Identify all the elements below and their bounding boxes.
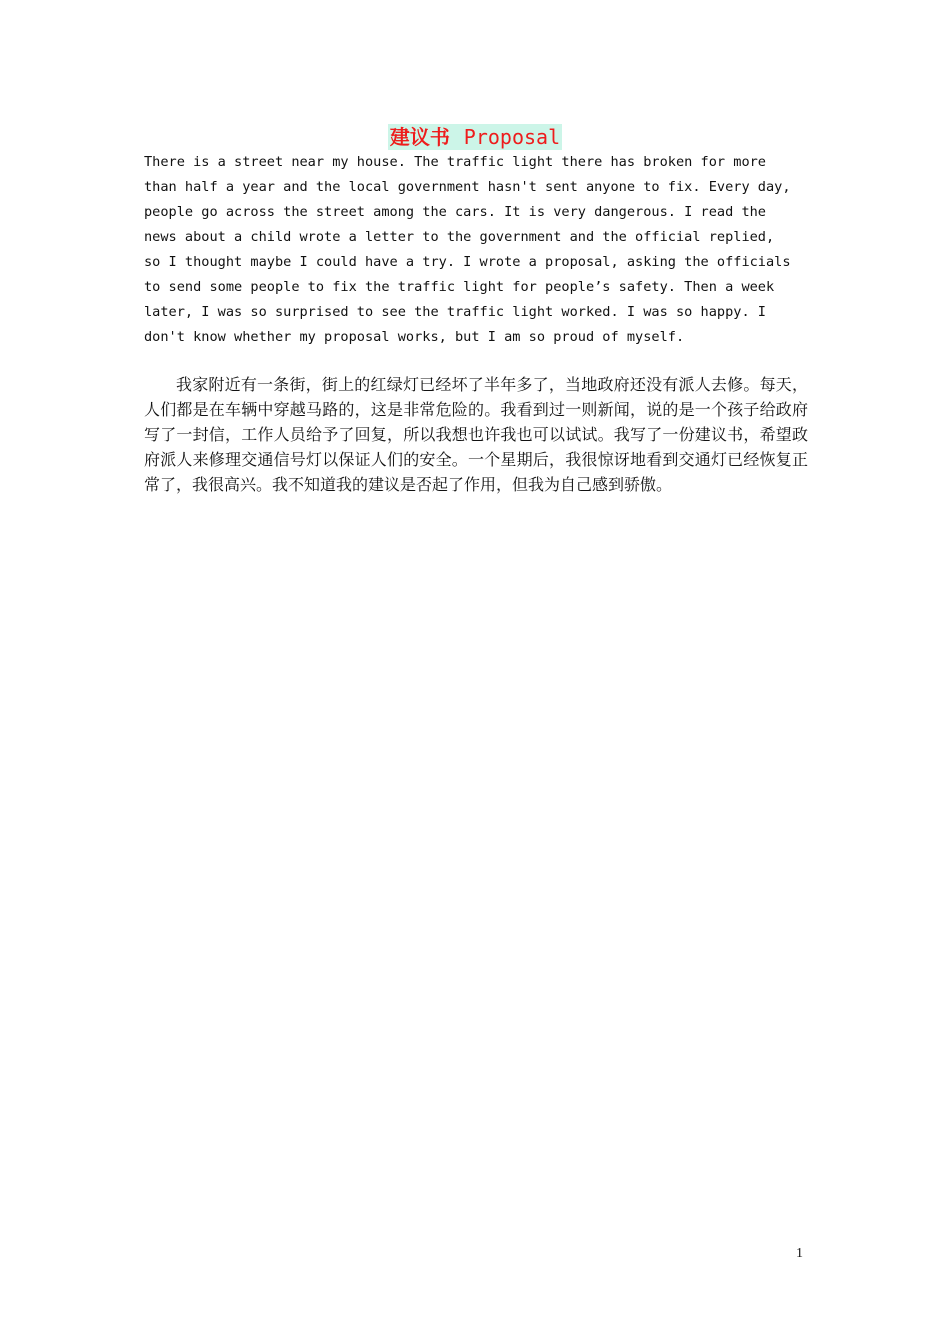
title-chinese: 建议书 xyxy=(389,125,450,149)
english-line: to send some people to fix the traffic light for people’s safety. Then a week xyxy=(144,279,775,295)
chinese-paragraph: 我家附近有一条街，街上的红绿灯已经坏了半年多了，当地政府还没有派人去修。每天，人们都是在车辆中穿越马路的，这是非常危险的。我看到过一则新闻，说的是一个孩子给政府写了一封信，工作人员给予了回复，所以我想也许我也可以试试。我写了一份建议书，希望政府派人来修理交通信号灯以保证人们的安全。一个星期后，我很惊讶地看到交通灯已经恢复正常了，我很高兴。我不知道我的建议是否起了作用，但我为自己感到骄傲。 xyxy=(144,375,808,494)
english-line: There is a street near my house. The traffic light there has broken for more xyxy=(144,154,766,170)
document-title xyxy=(388,124,562,150)
title-row xyxy=(0,124,950,150)
english-line: than half a year and the local government hasn't sent anyone to fix. Every day, xyxy=(144,179,791,195)
title-english: Proposal xyxy=(463,125,561,149)
english-line: don't know whether my proposal works, but I am so proud of myself. xyxy=(144,329,685,345)
english-paragraph xyxy=(144,150,812,350)
english-line: so I thought maybe I could have a try. I wrote a proposal, asking the officials xyxy=(144,254,791,270)
english-line: news about a child wrote a letter to the government and the official replied, xyxy=(144,229,775,245)
english-line: people go across the street among the cars. It is very dangerous. I read the xyxy=(144,204,766,220)
page-number: 1 xyxy=(796,1246,803,1261)
english-line: later, I was so surprised to see the traffic light worked. I was so happy. I xyxy=(144,304,766,320)
